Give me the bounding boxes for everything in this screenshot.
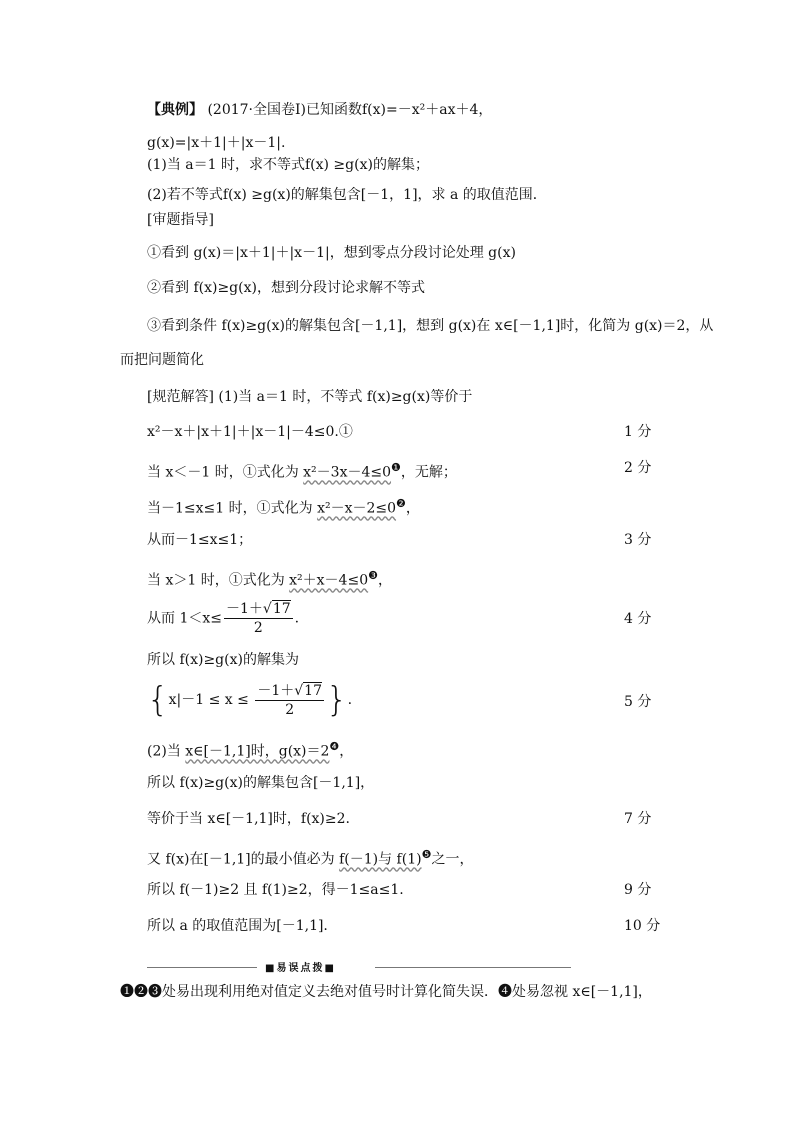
step-text: ，无解； [400,464,457,481]
tip-divider [147,962,571,972]
example-source: (2017·全国卷Ⅰ) [207,102,306,118]
solution-set [147,680,352,720]
fraction: $\frac{-1+√17}{2}$ [257,682,322,718]
solution-line-12: 等价于当 x∈[－1,1]时，f(x)≥2. [147,811,350,827]
step-text: . [347,692,353,708]
guide-header: [审题指导] [147,212,214,228]
solution-step: (1)当 a＝1 时，不等式 f(x)≥g(x)等价于 [218,389,473,405]
step-text: 之一， [431,851,474,868]
set-condition: x|－1 ≤ x ≤ [168,692,249,708]
solution-line-2: x²－x＋|x＋1|＋|x－1|－4≤0.① [147,424,353,440]
right-brace-icon: } [326,680,348,720]
left-brace-icon: { [147,680,169,720]
solution-line-7 [147,600,299,637]
guide-point-3: ③看到条件 f(x)≥g(x)的解集包含[－1,1]，想到 g(x)在 x∈[－1,1]时，化简为 g(x)＝2，从 [147,318,714,334]
divider-line-right [375,967,571,968]
marked-expression: x²－3x－4≤0 [303,464,392,481]
solution-line-10 [147,737,353,762]
solution-line-15: 所以 a 的取值范围为[－1,1]. [147,918,328,934]
step-text: 当 x＜－1 时，①式化为 [147,464,304,481]
step-text: 从而 1＜x≤ [147,610,222,627]
solution-line-11: 所以 f(x)≥g(x)的解集包含[－1,1]， [147,775,375,791]
note-marker-2: ❷ [396,497,406,510]
marked-expression: x∈[－1,1]时，g(x)＝2 [185,743,330,760]
step-text: 当－1≤x≤1 时，①式化为 [147,500,318,517]
guide-point-3-cont: 而把问题简化 [120,352,204,368]
step-text: ， [377,572,392,589]
step-text: (2)当 [147,743,186,760]
g-definition: g(x)=|x＋1|＋|x－1|. [147,135,286,151]
example-intro: 已知函数f(x)=－x²＋ax＋4， [306,102,493,118]
note-marker-4: ❹ [329,740,340,753]
solution-line-1 [147,387,472,407]
solution-line-14: 所以 f(－1)≥2 且 f(1)≥2，得－1≤a≤1. [147,882,404,898]
solution-line-6 [147,566,392,591]
note-marker-3: ❸ [368,569,378,582]
question-2: (2)若不等式f(x) ≥g(x)的解集包含[－1，1]，求 a 的取值范围． [147,187,547,203]
question-1: (1)当 a＝1 时，求不等式f(x) ≥g(x)的解集； [147,157,429,173]
guide-point-1: ①看到 g(x)＝|x＋1|＋|x－1|，想到零点分段讨论处理 g(x) [147,245,516,261]
sqrt-radicand: 17 [272,601,291,617]
example-tag: 【典例】 [147,102,203,118]
step-text: 当 x＞1 时，①式化为 [147,572,290,589]
score-6: 7 分 [624,811,652,827]
tip-text: ❶❷❸处易出现利用绝对值定义去绝对值号时计算化简失误．❹处易忽视 x∈[－1,1]， [120,984,652,1000]
solution-line-5: 从而－1≤x≤1； [147,532,253,548]
fraction-numerator: －1＋ [225,601,263,617]
solution-line-13 [147,845,473,870]
step-text: 又 f(x)在[－1,1]的最小值必为 [147,851,340,868]
solution-line-3 [147,458,457,483]
score-5: 5 分 [624,694,652,710]
solution-header: [规范解答] [147,389,214,405]
score-4: 4 分 [624,611,652,627]
fraction-denominator: 2 [285,701,295,718]
marked-expression: x²＋x－4≤0 [289,572,369,589]
example-title [147,100,492,120]
solution-line-8: 所以 f(x)≥g(x)的解集为 [147,652,299,668]
fraction-denominator: 2 [253,620,263,636]
note-marker-1: ❶ [391,461,401,474]
tip-caption: ■易误点拨■ [265,963,336,974]
score-1: 1 分 [624,424,652,440]
score-2: 2 分 [624,460,652,476]
step-text: ， [339,743,354,760]
marked-expression: f(－1)与 f(1) [339,851,422,868]
sqrt-radicand: 17 [304,682,322,699]
note-marker-5: ❺ [421,848,432,861]
solution-line-4 [147,494,420,519]
score-7: 9 分 [624,882,652,898]
fraction: $\frac{-1+√17}{2}$ [225,601,291,636]
guide-point-2: ②看到 f(x)≥g(x)，想到分段讨论求解不等式 [147,280,425,296]
score-8: 10 分 [624,918,661,934]
step-text: ， [405,500,420,517]
divider-line-left [147,967,257,968]
fraction-numerator: －1＋ [257,682,295,699]
marked-expression: x²－x－2≤0 [317,500,397,517]
step-text: . [294,610,300,627]
score-3: 3 分 [624,532,652,548]
